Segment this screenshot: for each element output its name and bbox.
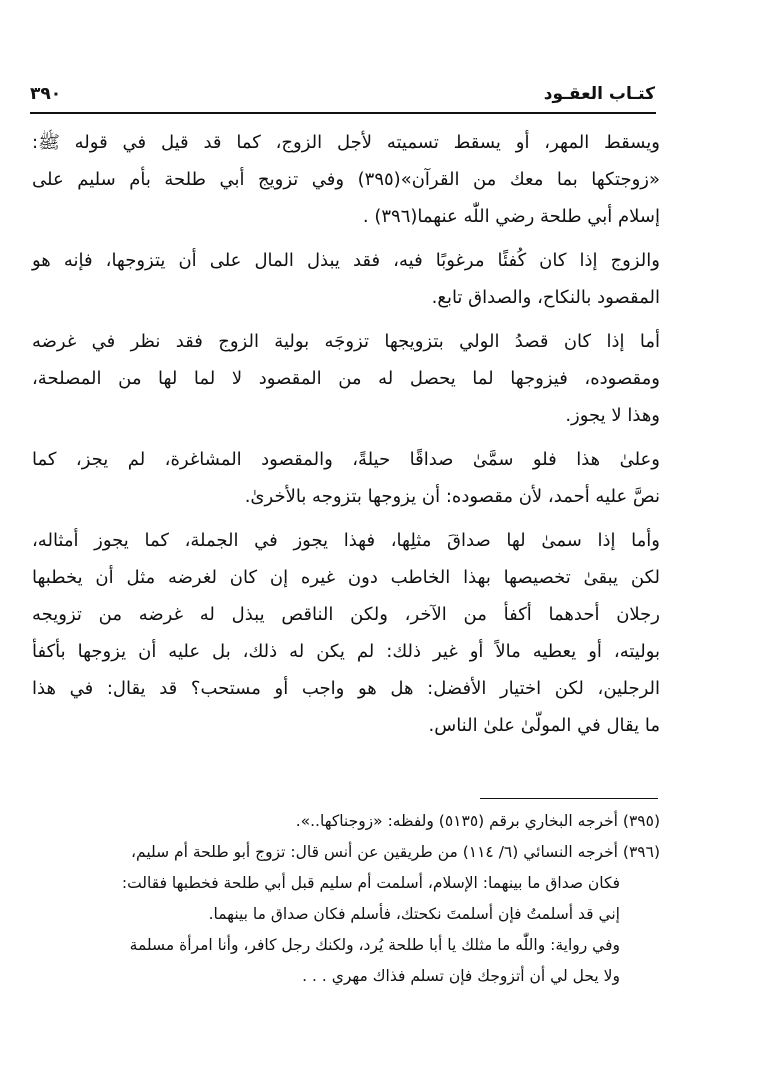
text-line: نصَّ عليه أحمد، لأن مقصوده: أن يزوجها بتزوجه بالأخرىٰ. (244, 486, 660, 507)
text-line: ما يقال في المولّىٰ علىٰ الناس. (428, 715, 660, 736)
footnote-line: (٣٩٥) أخرجه البخاري برقم (٥١٣٥) ولفظه: «زوجناكها..». (295, 812, 660, 830)
text-line: المقصود بالنكاح، والصداق تابع. (431, 287, 660, 308)
footnote-line: إني قد أسلمتُ فإن أسلمتَ نكحتك، فأسلم فكان صداق ما بينهما. (208, 905, 620, 923)
text-line: والزوج إذا كان كُفئًا مرغوبًا فيه، فقد يبذل المال على أن يتزوجها، فإنه هو (32, 250, 660, 271)
text-line: ومقصوده، فيزوجها لما يحصل له من المقصود لا لما لها من المصلحة، (32, 368, 660, 389)
paragraph (32, 323, 660, 434)
text-line: وأما إذا سمىٰ لها صداقَ مثلِها، فهذا يجوز في الجملة، كما يجوز أمثاله، (32, 530, 660, 551)
text-line: وهذا لا يجوز. (565, 405, 660, 426)
text-line: لكن يبقىٰ تخصيصها بهذا الخاطب دون غيره إن كان لغرضه مثل أن يخطبها (32, 567, 660, 588)
text-line: إسلام أبي طلحة رضي اللّٰه عنهما(٣٩٦) . (362, 206, 660, 227)
text-line: رجلان أحدهما أكفأ من الآخر، ولكن الناقص يبذل له غرضه من تزويجه (32, 604, 660, 625)
page-header (30, 84, 655, 112)
page-number: ٣٩٠ (30, 84, 62, 104)
footnotes (40, 806, 660, 992)
text-line: ويسقط المهر، أو يسقط تسميته لأجل الزوج، كما قد قيل في قوله ﷺ: (32, 132, 660, 153)
footnote-line: (٣٩٦) أخرجه النسائي (٦/ ١١٤) من طريقين عن أنس قال: تزوج أبو طلحة أم سليم، (131, 843, 660, 861)
text-line: الرجلين، لكن اختيار الأفضل: هل هو واجب أو مستحب؟ قد يقال: في هذا (32, 678, 660, 699)
footnote-line: فكان صداق ما بينهما: الإسلام، أسلمت أم سليم قبل أبي طلحة فخطبها فقالت: (121, 874, 620, 892)
paragraph (32, 124, 660, 235)
footnote-line: وفي رواية: واللّٰه ما مثلك يا أبا طلحة يُرد، ولكنك رجل كافر، وأنا امرأة مسلمة (129, 936, 620, 954)
paragraph (32, 242, 660, 316)
text-line: وعلىٰ هذا فلو سمَّىٰ صداقًا حيلةً، والمقصود المشاغرة، لم يجز، كما (32, 449, 660, 470)
footnote-line: ولا يحل لي أن أتزوجك فإن تسلم فذاك مهري . . . (302, 967, 620, 985)
body-text (32, 124, 660, 751)
paragraph (32, 522, 660, 744)
book-title: كتـاب العقـود (543, 84, 655, 104)
text-line: بوليته، أو يعطيه مالاً أو غير ذلك: لم يكن له ذلك، بل عليه أن يزوجها بأكفأ (32, 641, 660, 662)
text-line: «زوجتكها بما معك من القرآن»(٣٩٥) وفي تزويج أبي طلحة بأم سليم على (32, 169, 660, 190)
header-rule (30, 112, 656, 114)
footnote-separator (480, 798, 658, 799)
paragraph (32, 441, 660, 515)
text-line: أما إذا كان قصدُ الولي بتزويجها تزوجَه بولية الزوج فقد نظر في غرضه (32, 331, 660, 352)
